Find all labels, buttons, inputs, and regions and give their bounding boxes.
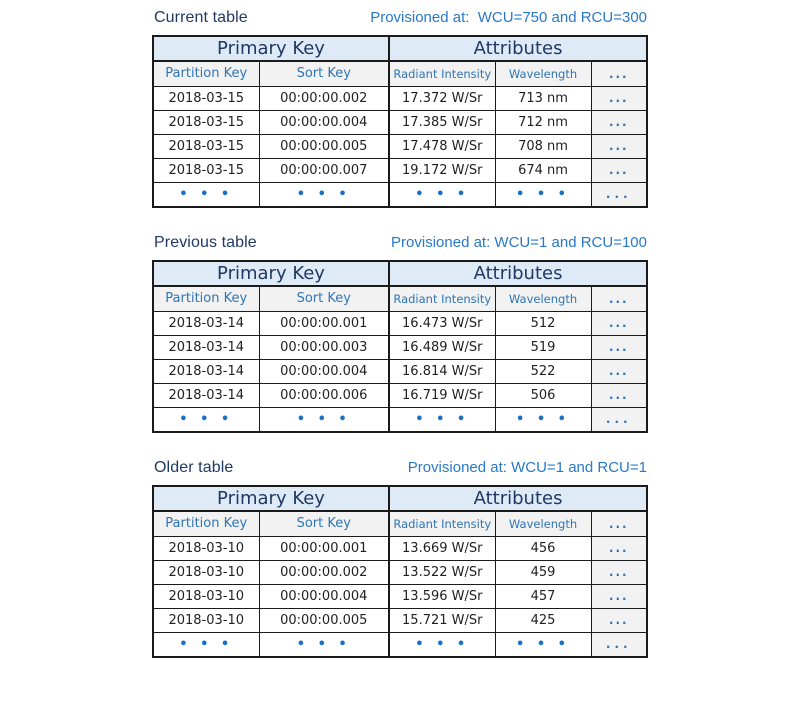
table-cell: 2018-03-15: [153, 110, 259, 134]
table-cell: 00:00:00.002: [259, 86, 389, 110]
ellipsis-row: [153, 407, 647, 432]
table-cell: 519: [495, 335, 591, 359]
table-cell: 2018-03-14: [153, 383, 259, 407]
column-header-partition-key: Partition Key: [153, 286, 259, 311]
column-header-wavelength: Wavelength: [495, 286, 591, 311]
column-header-radiant-intensity: Radiant Intensity: [389, 511, 495, 536]
column-header-row: [153, 511, 647, 536]
table-row: [153, 584, 647, 608]
table-row: [153, 536, 647, 560]
table-cell: 17.385 W/Sr: [389, 110, 495, 134]
table-block-previous: [152, 234, 648, 433]
ellipsis-row: [153, 632, 647, 657]
table-block-older: [152, 459, 648, 658]
column-header-row: [153, 61, 647, 86]
table-cell: 713 nm: [495, 86, 591, 110]
table-cell: 17.372 W/Sr: [389, 86, 495, 110]
more-columns-cell: ...: [591, 608, 647, 632]
more-columns-cell: ...: [591, 359, 647, 383]
table-title: Previous table: [154, 234, 257, 251]
more-columns-cell: ...: [591, 311, 647, 335]
table-cell: 459: [495, 560, 591, 584]
data-table-previous: [152, 260, 648, 433]
table-cell: 2018-03-14: [153, 311, 259, 335]
table-cell: • • •: [389, 407, 495, 432]
group-header-attributes: Attributes: [389, 486, 647, 511]
group-header-attributes: Attributes: [389, 36, 647, 61]
caption-row: [154, 459, 647, 479]
data-table-older: [152, 485, 648, 658]
table-cell: 00:00:00.002: [259, 560, 389, 584]
group-header-attributes: Attributes: [389, 261, 647, 286]
table-cell: • • •: [495, 632, 591, 657]
table-cell: 17.478 W/Sr: [389, 134, 495, 158]
table-cell: 425: [495, 608, 591, 632]
table-row: [153, 158, 647, 182]
table-cell: 2018-03-10: [153, 584, 259, 608]
ellipsis-row: [153, 182, 647, 207]
table-cell: • • •: [495, 182, 591, 207]
table-cell: 2018-03-15: [153, 134, 259, 158]
table-cell: 2018-03-10: [153, 608, 259, 632]
table-row: [153, 359, 647, 383]
table-cell: 00:00:00.004: [259, 359, 389, 383]
table-cell: • • •: [259, 182, 389, 207]
table-row: [153, 560, 647, 584]
more-columns-cell: ...: [591, 632, 647, 657]
table-cell: 512: [495, 311, 591, 335]
more-columns-cell: ...: [591, 134, 647, 158]
group-header-primary-key: Primary Key: [153, 36, 389, 61]
table-cell: 13.669 W/Sr: [389, 536, 495, 560]
caption-row: [154, 9, 647, 29]
group-header-row: [153, 486, 647, 511]
more-columns-cell: ...: [591, 182, 647, 207]
more-columns-cell: ...: [591, 158, 647, 182]
table-cell: • • •: [153, 407, 259, 432]
column-header-wavelength: Wavelength: [495, 511, 591, 536]
table-body: [153, 536, 647, 657]
provisioned-label: Provisioned at: WCU=1 and RCU=1: [407, 459, 647, 476]
more-columns-cell: ...: [591, 407, 647, 432]
data-table-current: [152, 35, 648, 208]
column-header-row: [153, 286, 647, 311]
table-cell: 2018-03-15: [153, 158, 259, 182]
column-header-more-ellipsis: ...: [591, 61, 647, 86]
caption-row: [154, 234, 647, 254]
table-cell: • • •: [153, 632, 259, 657]
more-columns-cell: ...: [591, 560, 647, 584]
group-header-primary-key: Primary Key: [153, 261, 389, 286]
table-cell: • • •: [259, 632, 389, 657]
column-header-sort-key: Sort Key: [259, 511, 389, 536]
table-row: [153, 383, 647, 407]
group-header-row: [153, 261, 647, 286]
table-row: [153, 134, 647, 158]
table-block-current: [152, 9, 648, 208]
table-cell: • • •: [259, 407, 389, 432]
table-cell: • • •: [389, 632, 495, 657]
column-header-partition-key: Partition Key: [153, 511, 259, 536]
column-header-radiant-intensity: Radiant Intensity: [389, 286, 495, 311]
table-cell: 00:00:00.006: [259, 383, 389, 407]
column-header-wavelength: Wavelength: [495, 61, 591, 86]
table-cell: 00:00:00.001: [259, 536, 389, 560]
more-columns-cell: ...: [591, 584, 647, 608]
table-cell: 457: [495, 584, 591, 608]
provisioned-label: Provisioned at: WCU=750 and RCU=300: [370, 9, 647, 26]
table-cell: 506: [495, 383, 591, 407]
table-cell: • • •: [495, 407, 591, 432]
table-cell: 708 nm: [495, 134, 591, 158]
column-header-radiant-intensity: Radiant Intensity: [389, 61, 495, 86]
table-cell: 674 nm: [495, 158, 591, 182]
more-columns-cell: ...: [591, 383, 647, 407]
table-cell: 522: [495, 359, 591, 383]
table-cell: 00:00:00.001: [259, 311, 389, 335]
table-title: Current table: [154, 9, 248, 26]
table-cell: 19.172 W/Sr: [389, 158, 495, 182]
table-cell: 2018-03-15: [153, 86, 259, 110]
column-header-more-ellipsis: ...: [591, 511, 647, 536]
table-cell: 00:00:00.005: [259, 608, 389, 632]
table-row: [153, 86, 647, 110]
table-row: [153, 311, 647, 335]
table-cell: 00:00:00.007: [259, 158, 389, 182]
table-cell: • • •: [389, 182, 495, 207]
table-cell: 16.489 W/Sr: [389, 335, 495, 359]
table-cell: 00:00:00.005: [259, 134, 389, 158]
table-cell: 2018-03-10: [153, 536, 259, 560]
more-columns-cell: ...: [591, 536, 647, 560]
table-cell: 15.721 W/Sr: [389, 608, 495, 632]
more-columns-cell: ...: [591, 335, 647, 359]
table-cell: 00:00:00.004: [259, 584, 389, 608]
group-header-primary-key: Primary Key: [153, 486, 389, 511]
table-cell: 2018-03-14: [153, 335, 259, 359]
table-cell: 16.473 W/Sr: [389, 311, 495, 335]
table-cell: 13.596 W/Sr: [389, 584, 495, 608]
table-cell: 2018-03-14: [153, 359, 259, 383]
table-cell: 456: [495, 536, 591, 560]
table-body: [153, 86, 647, 207]
table-cell: 00:00:00.003: [259, 335, 389, 359]
more-columns-cell: ...: [591, 110, 647, 134]
table-cell: 16.719 W/Sr: [389, 383, 495, 407]
table-row: [153, 608, 647, 632]
table-row: [153, 110, 647, 134]
table-title: Older table: [154, 459, 234, 476]
provisioned-label: Provisioned at: WCU=1 and RCU=100: [391, 234, 647, 251]
column-header-partition-key: Partition Key: [153, 61, 259, 86]
table-cell: • • •: [153, 182, 259, 207]
table-cell: 712 nm: [495, 110, 591, 134]
column-header-more-ellipsis: ...: [591, 286, 647, 311]
table-cell: 13.522 W/Sr: [389, 560, 495, 584]
table-body: [153, 311, 647, 432]
column-header-sort-key: Sort Key: [259, 286, 389, 311]
group-header-row: [153, 36, 647, 61]
table-cell: 00:00:00.004: [259, 110, 389, 134]
more-columns-cell: ...: [591, 86, 647, 110]
column-header-sort-key: Sort Key: [259, 61, 389, 86]
table-cell: 16.814 W/Sr: [389, 359, 495, 383]
table-row: [153, 335, 647, 359]
table-cell: 2018-03-10: [153, 560, 259, 584]
